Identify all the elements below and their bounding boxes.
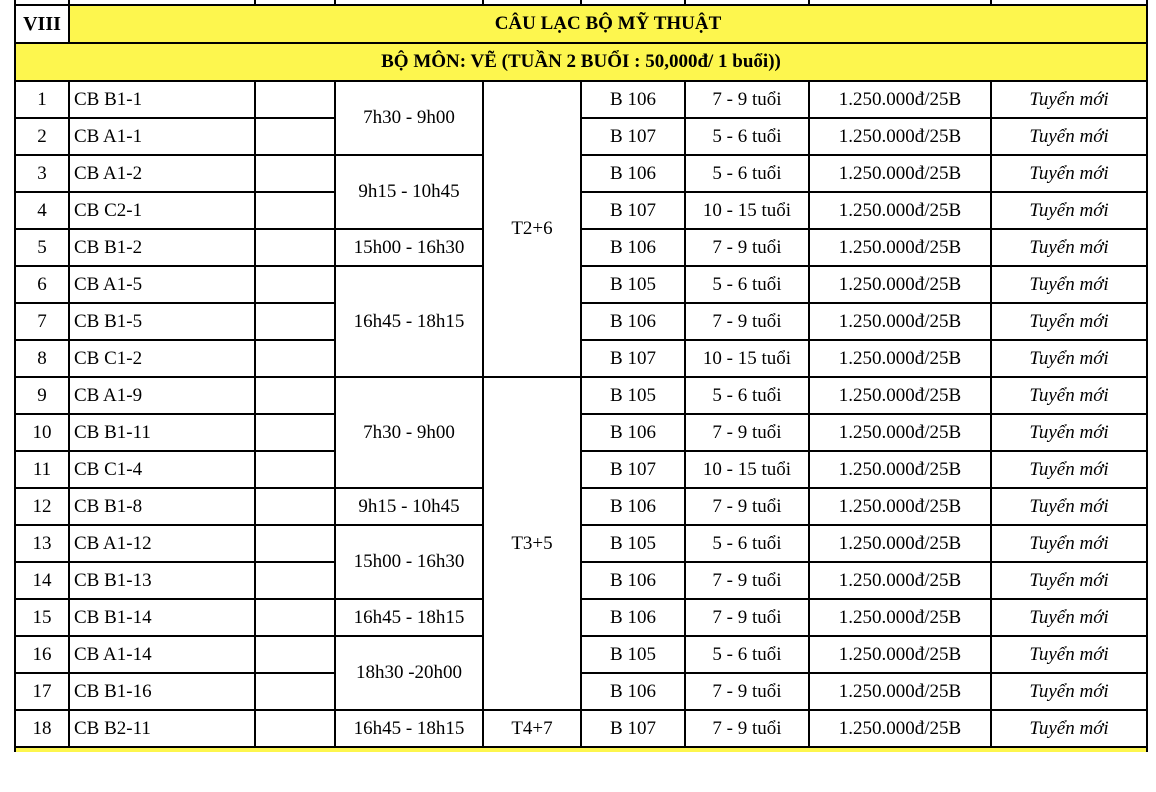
table-row: [15, 525, 1147, 562]
table-row: [15, 229, 1147, 266]
weekdays: T4+7: [483, 710, 581, 747]
class-code: CB A1-14: [69, 636, 255, 673]
class-code: CB A1-9: [69, 377, 255, 414]
room: B 107: [581, 710, 685, 747]
age-group: 5 - 6 tuổi: [685, 525, 809, 562]
enrollment-status: Tuyển mới: [991, 451, 1147, 488]
fee: 1.250.000đ/25B: [809, 710, 991, 747]
row-number: 13: [15, 525, 69, 562]
schedule-sheet: [14, 0, 1148, 752]
age-group: 7 - 9 tuổi: [685, 488, 809, 525]
row-number: 15: [15, 599, 69, 636]
table-row: [15, 488, 1147, 525]
next-section-band: [15, 747, 1147, 752]
empty-cell: [255, 710, 335, 747]
row-number: 8: [15, 340, 69, 377]
enrollment-status: Tuyển mới: [991, 192, 1147, 229]
table-row: [15, 673, 1147, 710]
age-group: 5 - 6 tuổi: [685, 155, 809, 192]
class-code: CB B1-1: [69, 81, 255, 118]
room: B 106: [581, 155, 685, 192]
class-code: CB C1-2: [69, 340, 255, 377]
age-group: 10 - 15 tuổi: [685, 340, 809, 377]
room: B 106: [581, 488, 685, 525]
row-number: 18: [15, 710, 69, 747]
age-group: 7 - 9 tuổi: [685, 673, 809, 710]
weekdays: T2+6: [483, 81, 581, 377]
section-number: VIII: [15, 5, 69, 43]
table-row: [15, 81, 1147, 118]
time-slot: 16h45 - 18h15: [335, 266, 483, 377]
empty-cell: [255, 192, 335, 229]
empty-cell: [255, 377, 335, 414]
row-number: 3: [15, 155, 69, 192]
room: B 107: [581, 451, 685, 488]
time-slot: 15h00 - 16h30: [335, 229, 483, 266]
fee: 1.250.000đ/25B: [809, 673, 991, 710]
subject-row: [15, 43, 1147, 81]
time-slot: 9h15 - 10h45: [335, 155, 483, 229]
section-header-row: [15, 5, 1147, 43]
table-row: [15, 155, 1147, 192]
enrollment-status: Tuyển mới: [991, 118, 1147, 155]
row-number: 6: [15, 266, 69, 303]
empty-cell: [255, 155, 335, 192]
empty-cell: [255, 340, 335, 377]
fee: 1.250.000đ/25B: [809, 414, 991, 451]
row-number: 14: [15, 562, 69, 599]
age-group: 7 - 9 tuổi: [685, 81, 809, 118]
age-group: 7 - 9 tuổi: [685, 229, 809, 266]
table-row: [15, 340, 1147, 377]
enrollment-status: Tuyển mới: [991, 599, 1147, 636]
fee: 1.250.000đ/25B: [809, 229, 991, 266]
room: B 106: [581, 562, 685, 599]
weekdays: T3+5: [483, 377, 581, 710]
room: B 105: [581, 266, 685, 303]
time-slot: 15h00 - 16h30: [335, 525, 483, 599]
table-row: [15, 414, 1147, 451]
age-group: 7 - 9 tuổi: [685, 599, 809, 636]
room: B 106: [581, 673, 685, 710]
age-group: 5 - 6 tuổi: [685, 118, 809, 155]
age-group: 10 - 15 tuổi: [685, 192, 809, 229]
row-number: 10: [15, 414, 69, 451]
row-number: 5: [15, 229, 69, 266]
empty-cell: [255, 414, 335, 451]
empty-cell: [255, 81, 335, 118]
table-row: [15, 303, 1147, 340]
time-slot: 18h30 -20h00: [335, 636, 483, 710]
table-row: [15, 562, 1147, 599]
time-slot: 16h45 - 18h15: [335, 599, 483, 636]
fee: 1.250.000đ/25B: [809, 118, 991, 155]
fee: 1.250.000đ/25B: [809, 488, 991, 525]
enrollment-status: Tuyển mới: [991, 673, 1147, 710]
row-number: 11: [15, 451, 69, 488]
fee: 1.250.000đ/25B: [809, 192, 991, 229]
room: B 107: [581, 340, 685, 377]
row-number: 4: [15, 192, 69, 229]
row-number: 2: [15, 118, 69, 155]
room: B 106: [581, 599, 685, 636]
row-number: 16: [15, 636, 69, 673]
fee: 1.250.000đ/25B: [809, 377, 991, 414]
empty-cell: [255, 599, 335, 636]
enrollment-status: Tuyển mới: [991, 303, 1147, 340]
enrollment-status: Tuyển mới: [991, 81, 1147, 118]
table-row: [15, 451, 1147, 488]
next-section-stub: [15, 747, 1147, 752]
subject-title: BỘ MÔN: VẼ (TUẦN 2 BUỔI : 50,000đ/ 1 buổi)): [15, 43, 1147, 81]
enrollment-status: Tuyển mới: [991, 710, 1147, 747]
enrollment-status: Tuyển mới: [991, 414, 1147, 451]
time-slot: 7h30 - 9h00: [335, 81, 483, 155]
fee: 1.250.000đ/25B: [809, 451, 991, 488]
age-group: 7 - 9 tuổi: [685, 710, 809, 747]
table-row: [15, 266, 1147, 303]
room: B 105: [581, 636, 685, 673]
club-schedule-table: [14, 0, 1148, 752]
time-slot: 16h45 - 18h15: [335, 710, 483, 747]
row-number: 12: [15, 488, 69, 525]
table-row: [15, 710, 1147, 747]
enrollment-status: Tuyển mới: [991, 340, 1147, 377]
empty-cell: [255, 229, 335, 266]
age-group: 7 - 9 tuổi: [685, 562, 809, 599]
enrollment-status: Tuyển mới: [991, 562, 1147, 599]
table-row: [15, 192, 1147, 229]
class-code: CB B1-5: [69, 303, 255, 340]
empty-cell: [255, 266, 335, 303]
time-slot: 7h30 - 9h00: [335, 377, 483, 488]
fee: 1.250.000đ/25B: [809, 81, 991, 118]
fee: 1.250.000đ/25B: [809, 266, 991, 303]
row-number: 7: [15, 303, 69, 340]
room: B 106: [581, 81, 685, 118]
room: B 106: [581, 414, 685, 451]
room: B 105: [581, 377, 685, 414]
row-number: 1: [15, 81, 69, 118]
section-title: CÂU LẠC BỘ MỸ THUẬT: [69, 5, 1147, 43]
enrollment-status: Tuyển mới: [991, 266, 1147, 303]
age-group: 10 - 15 tuổi: [685, 451, 809, 488]
class-code: CB B1-13: [69, 562, 255, 599]
fee: 1.250.000đ/25B: [809, 599, 991, 636]
table-row: [15, 118, 1147, 155]
class-code: CB B1-8: [69, 488, 255, 525]
class-code: CB A1-5: [69, 266, 255, 303]
empty-cell: [255, 303, 335, 340]
enrollment-status: Tuyển mới: [991, 155, 1147, 192]
time-slot: 9h15 - 10h45: [335, 488, 483, 525]
table-row: [15, 636, 1147, 673]
empty-cell: [255, 636, 335, 673]
class-code: CB A1-2: [69, 155, 255, 192]
row-number: 17: [15, 673, 69, 710]
class-code: CB B2-11: [69, 710, 255, 747]
class-code: CB C2-1: [69, 192, 255, 229]
age-group: 7 - 9 tuổi: [685, 414, 809, 451]
empty-cell: [255, 673, 335, 710]
fee: 1.250.000đ/25B: [809, 340, 991, 377]
age-group: 5 - 6 tuổi: [685, 377, 809, 414]
room: B 107: [581, 118, 685, 155]
enrollment-status: Tuyển mới: [991, 488, 1147, 525]
table-row: [15, 599, 1147, 636]
class-code: CB C1-4: [69, 451, 255, 488]
class-code: CB B1-2: [69, 229, 255, 266]
room: B 106: [581, 229, 685, 266]
class-code: CB B1-11: [69, 414, 255, 451]
fee: 1.250.000đ/25B: [809, 562, 991, 599]
enrollment-status: Tuyển mới: [991, 525, 1147, 562]
room: B 106: [581, 303, 685, 340]
empty-cell: [255, 451, 335, 488]
fee: 1.250.000đ/25B: [809, 303, 991, 340]
age-group: 5 - 6 tuổi: [685, 636, 809, 673]
fee: 1.250.000đ/25B: [809, 525, 991, 562]
fee: 1.250.000đ/25B: [809, 636, 991, 673]
class-code: CB A1-12: [69, 525, 255, 562]
class-code: CB A1-1: [69, 118, 255, 155]
class-code: CB B1-14: [69, 599, 255, 636]
empty-cell: [255, 525, 335, 562]
empty-cell: [255, 118, 335, 155]
enrollment-status: Tuyển mới: [991, 377, 1147, 414]
room: B 105: [581, 525, 685, 562]
fee: 1.250.000đ/25B: [809, 155, 991, 192]
class-code: CB B1-16: [69, 673, 255, 710]
age-group: 7 - 9 tuổi: [685, 303, 809, 340]
room: B 107: [581, 192, 685, 229]
empty-cell: [255, 488, 335, 525]
enrollment-status: Tuyển mới: [991, 229, 1147, 266]
row-number: 9: [15, 377, 69, 414]
empty-cell: [255, 562, 335, 599]
enrollment-status: Tuyển mới: [991, 636, 1147, 673]
age-group: 5 - 6 tuổi: [685, 266, 809, 303]
table-row: [15, 377, 1147, 414]
